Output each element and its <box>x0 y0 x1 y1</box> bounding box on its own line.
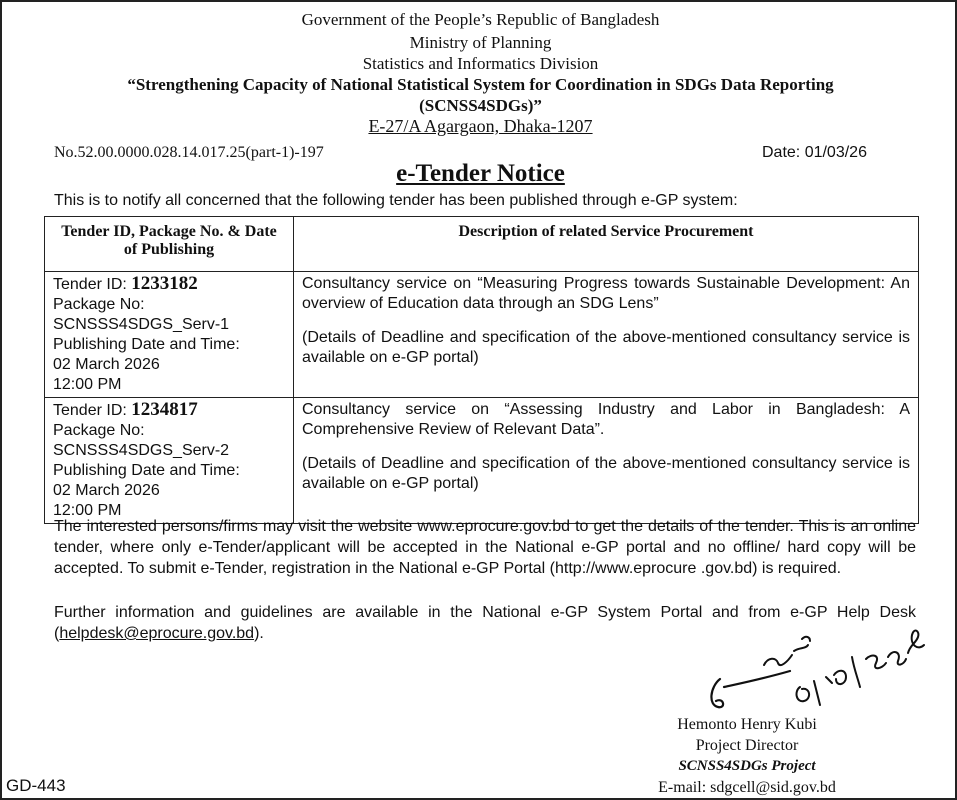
service-details: (Details of Deadline and specification of the above-mentioned consultancy service is available on e-GP portal) <box>302 455 910 492</box>
package-label: Package No: <box>53 296 145 313</box>
tender-info-cell <box>45 398 294 524</box>
col-header-description: Description of related Service Procurement <box>294 217 919 272</box>
signatory-project: SCNSS4SDGs Project <box>678 758 816 774</box>
helpdesk-text: Further information and guidelines are available in the National e-GP System Portal and from e-GP Help Desk ( <box>54 604 916 642</box>
tender-instructions: The interested persons/firms may visit the website www.eprocure.gov.bd to get the details of the tender. This is an online tender, where only e-Tender/applicant will be accepted in the National e-GP portal and no offline/ hard copy will be accepted. To submit e-Tender, registration in the National e-GP Portal (http://www.eprocure .gov.bd) is required. <box>54 518 916 577</box>
tender-id-value: 1234817 <box>131 399 198 420</box>
description-cell <box>294 272 919 398</box>
tender-id-value: 1233182 <box>131 273 198 294</box>
header-ministry: Ministry of Planning <box>409 33 552 52</box>
header-project-title: “Strengthening Capacity of National Statistical System for Coordination in SDGs Data Reporting <box>127 75 834 94</box>
package-number: SCNSSS4SDGS_Serv-1 <box>53 316 230 333</box>
service-details: (Details of Deadline and specification of the above-mentioned consultancy service is available on e-GP portal) <box>302 329 910 366</box>
package-number: SCNSSS4SDGS_Serv-2 <box>53 442 230 459</box>
page-title: e-Tender Notice <box>396 160 565 187</box>
header-address: E-27/A Agargaon, Dhaka-1207 <box>368 116 593 136</box>
service-description: Consultancy service on “Assessing Industry and Labor in Bangladesh: A Comprehensive Review of Relevant Data”. <box>302 401 910 438</box>
helpdesk-text-end: ). <box>254 625 264 642</box>
publish-label: Publishing Date and Time: <box>53 462 240 479</box>
memo-number: No.52.00.0000.028.14.017.25(part-1)-197 <box>54 144 324 161</box>
tender-id-line <box>53 274 285 295</box>
header-government: Government of the People’s Republic of Bangladesh <box>301 10 660 29</box>
intro-text: This is to notify all concerned that the following tender has been published through e-GP system: <box>54 192 738 209</box>
ad-code: GD-443 <box>6 776 66 795</box>
table-row <box>45 398 919 524</box>
tender-id-line <box>53 400 285 421</box>
header-project-acronym: (SCNSS4SDGs)” <box>419 96 542 115</box>
publish-date: 02 March 2026 <box>53 356 160 373</box>
handwritten-signature <box>702 617 932 722</box>
signatory-name: Hemonto Henry Kubi <box>677 716 817 733</box>
table-row <box>45 272 919 398</box>
tender-id-label: Tender ID: <box>53 402 132 419</box>
service-description: Consultancy service on “Measuring Progress towards Sustainable Development: An overview of Education data through an SDG Lens” <box>302 275 910 312</box>
helpdesk-email-link[interactable]: helpdesk@eprocure.gov.bd <box>59 625 255 642</box>
publish-time: 12:00 PM <box>53 502 122 519</box>
publish-date: 02 March 2026 <box>53 482 160 499</box>
tender-info-cell <box>45 272 294 398</box>
table-header-row <box>45 217 919 272</box>
publish-label: Publishing Date and Time: <box>53 336 240 353</box>
description-cell <box>294 398 919 524</box>
signature-block <box>642 714 852 798</box>
tender-id-label: Tender ID: <box>53 276 132 293</box>
header-division: Statistics and Informatics Division <box>362 54 599 73</box>
tender-table <box>44 216 919 524</box>
signatory-email: E-mail: sdgcell@sid.gov.bd <box>658 779 836 796</box>
notice-date: Date: 01/03/26 <box>762 144 867 161</box>
publish-time: 12:00 PM <box>53 376 122 393</box>
col-header-tender: Tender ID, Package No. & Date of Publishing <box>45 217 294 272</box>
signatory-designation: Project Director <box>695 737 799 754</box>
package-label: Package No: <box>53 422 145 439</box>
